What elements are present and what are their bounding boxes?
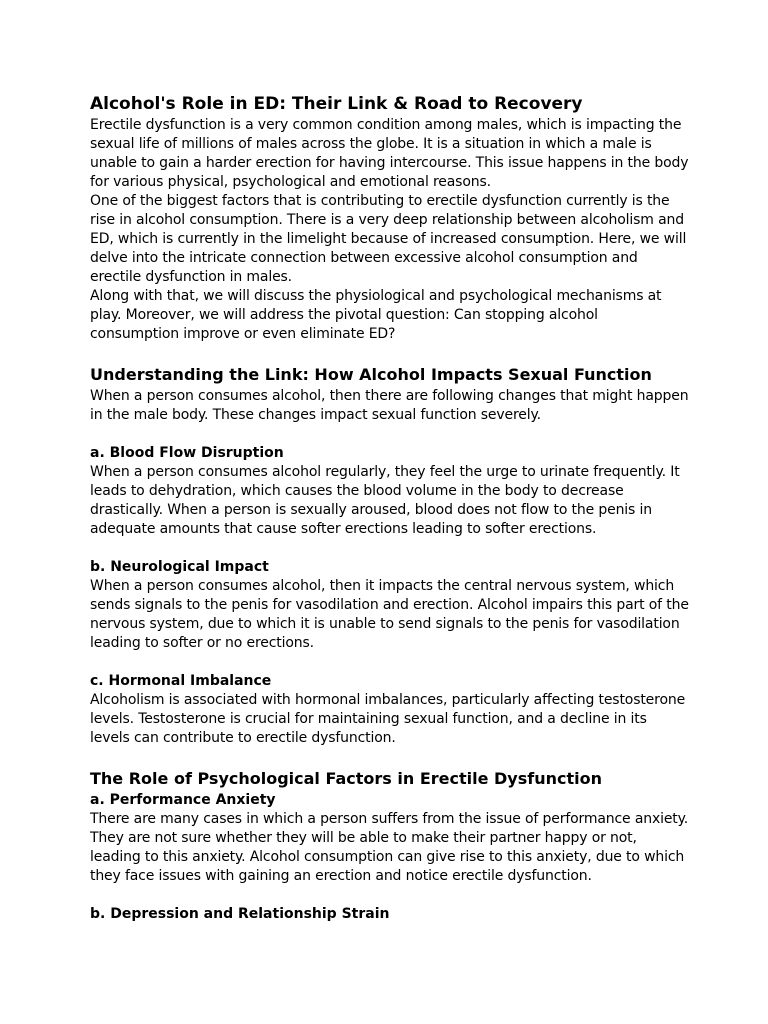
subheading-performance-anxiety: a. Performance Anxiety: [90, 792, 276, 808]
intro-paragraph-3: Along with that, we will discuss the physiological and psychological mechanisms at play. Moreover, we will address the pivotal question: Can stopping alcohol consumption improve or even eliminate ED?: [90, 288, 662, 342]
subheading-hormonal: c. Hormonal Imbalance: [90, 673, 272, 689]
hormonal-paragraph: Alcoholism is associated with hormonal imbalances, particularly affecting testosterone levels. Testosterone is crucial for maintaining sexual function, and a decline in its levels can contribute to erectile dysfunction.: [90, 692, 686, 746]
document-title: Alcohol's Role in ED: Their Link & Road to Recovery: [90, 94, 583, 114]
subheading-neurological: b. Neurological Impact: [90, 559, 269, 575]
section-heading-psychological: The Role of Psychological Factors in Erectile Dysfunction: [90, 769, 602, 788]
neurological-paragraph: When a person consumes alcohol, then it impacts the central nervous system, which sends signals to the penis for vasodilation and erection. Alcohol impairs this part of the nervous system, due to which it is unable to send signals to the penis for vasodilation leading to softer or no erections.: [90, 578, 689, 651]
subheading-blood-flow: a. Blood Flow Disruption: [90, 445, 284, 461]
document-page: [90, 92, 690, 924]
intro-paragraph-2: One of the biggest factors that is contributing to erectile dysfunction currently is the rise in alcohol consumption. There is a very deep relationship between alcoholism and ED, which is currently in the limelight because of increased consumption. Here, we will delve into the intricate connection between excessive alcohol consumption and erectile dysfunction in males.: [90, 193, 687, 285]
intro-paragraph-1: Erectile dysfunction is a very common condition among males, which is impacting the sexual life of millions of males across the globe. It is a situation in which a male is unable to gain a harder erection for having intercourse. This issue happens in the body for various physical, psychological and emotional reasons.: [90, 117, 689, 190]
subheading-depression: b. Depression and Relationship Strain: [90, 906, 390, 922]
section-intro-paragraph: When a person consumes alcohol, then there are following changes that might happen in the male body. These changes impact sexual function severely.: [90, 388, 689, 423]
performance-anxiety-paragraph: There are many cases in which a person suffers from the issue of performance anxiety. They are not sure whether they will be able to make their partner happy or not, leading to this anxiety. Alcohol consumption can give rise to this anxiety, due to which they face issues with gaining an erection and notice erectile dysfunction.: [90, 811, 689, 884]
section-heading-understanding-link: Understanding the Link: How Alcohol Impacts Sexual Function: [90, 365, 652, 384]
blood-flow-paragraph: When a person consumes alcohol regularly, they feel the urge to urinate frequently. It leads to dehydration, which causes the blood volume in the body to decrease drastically. When a person is sexually aroused, blood does not flow to the penis in adequate amounts that cause softer erections leading to softer erections.: [90, 464, 680, 537]
